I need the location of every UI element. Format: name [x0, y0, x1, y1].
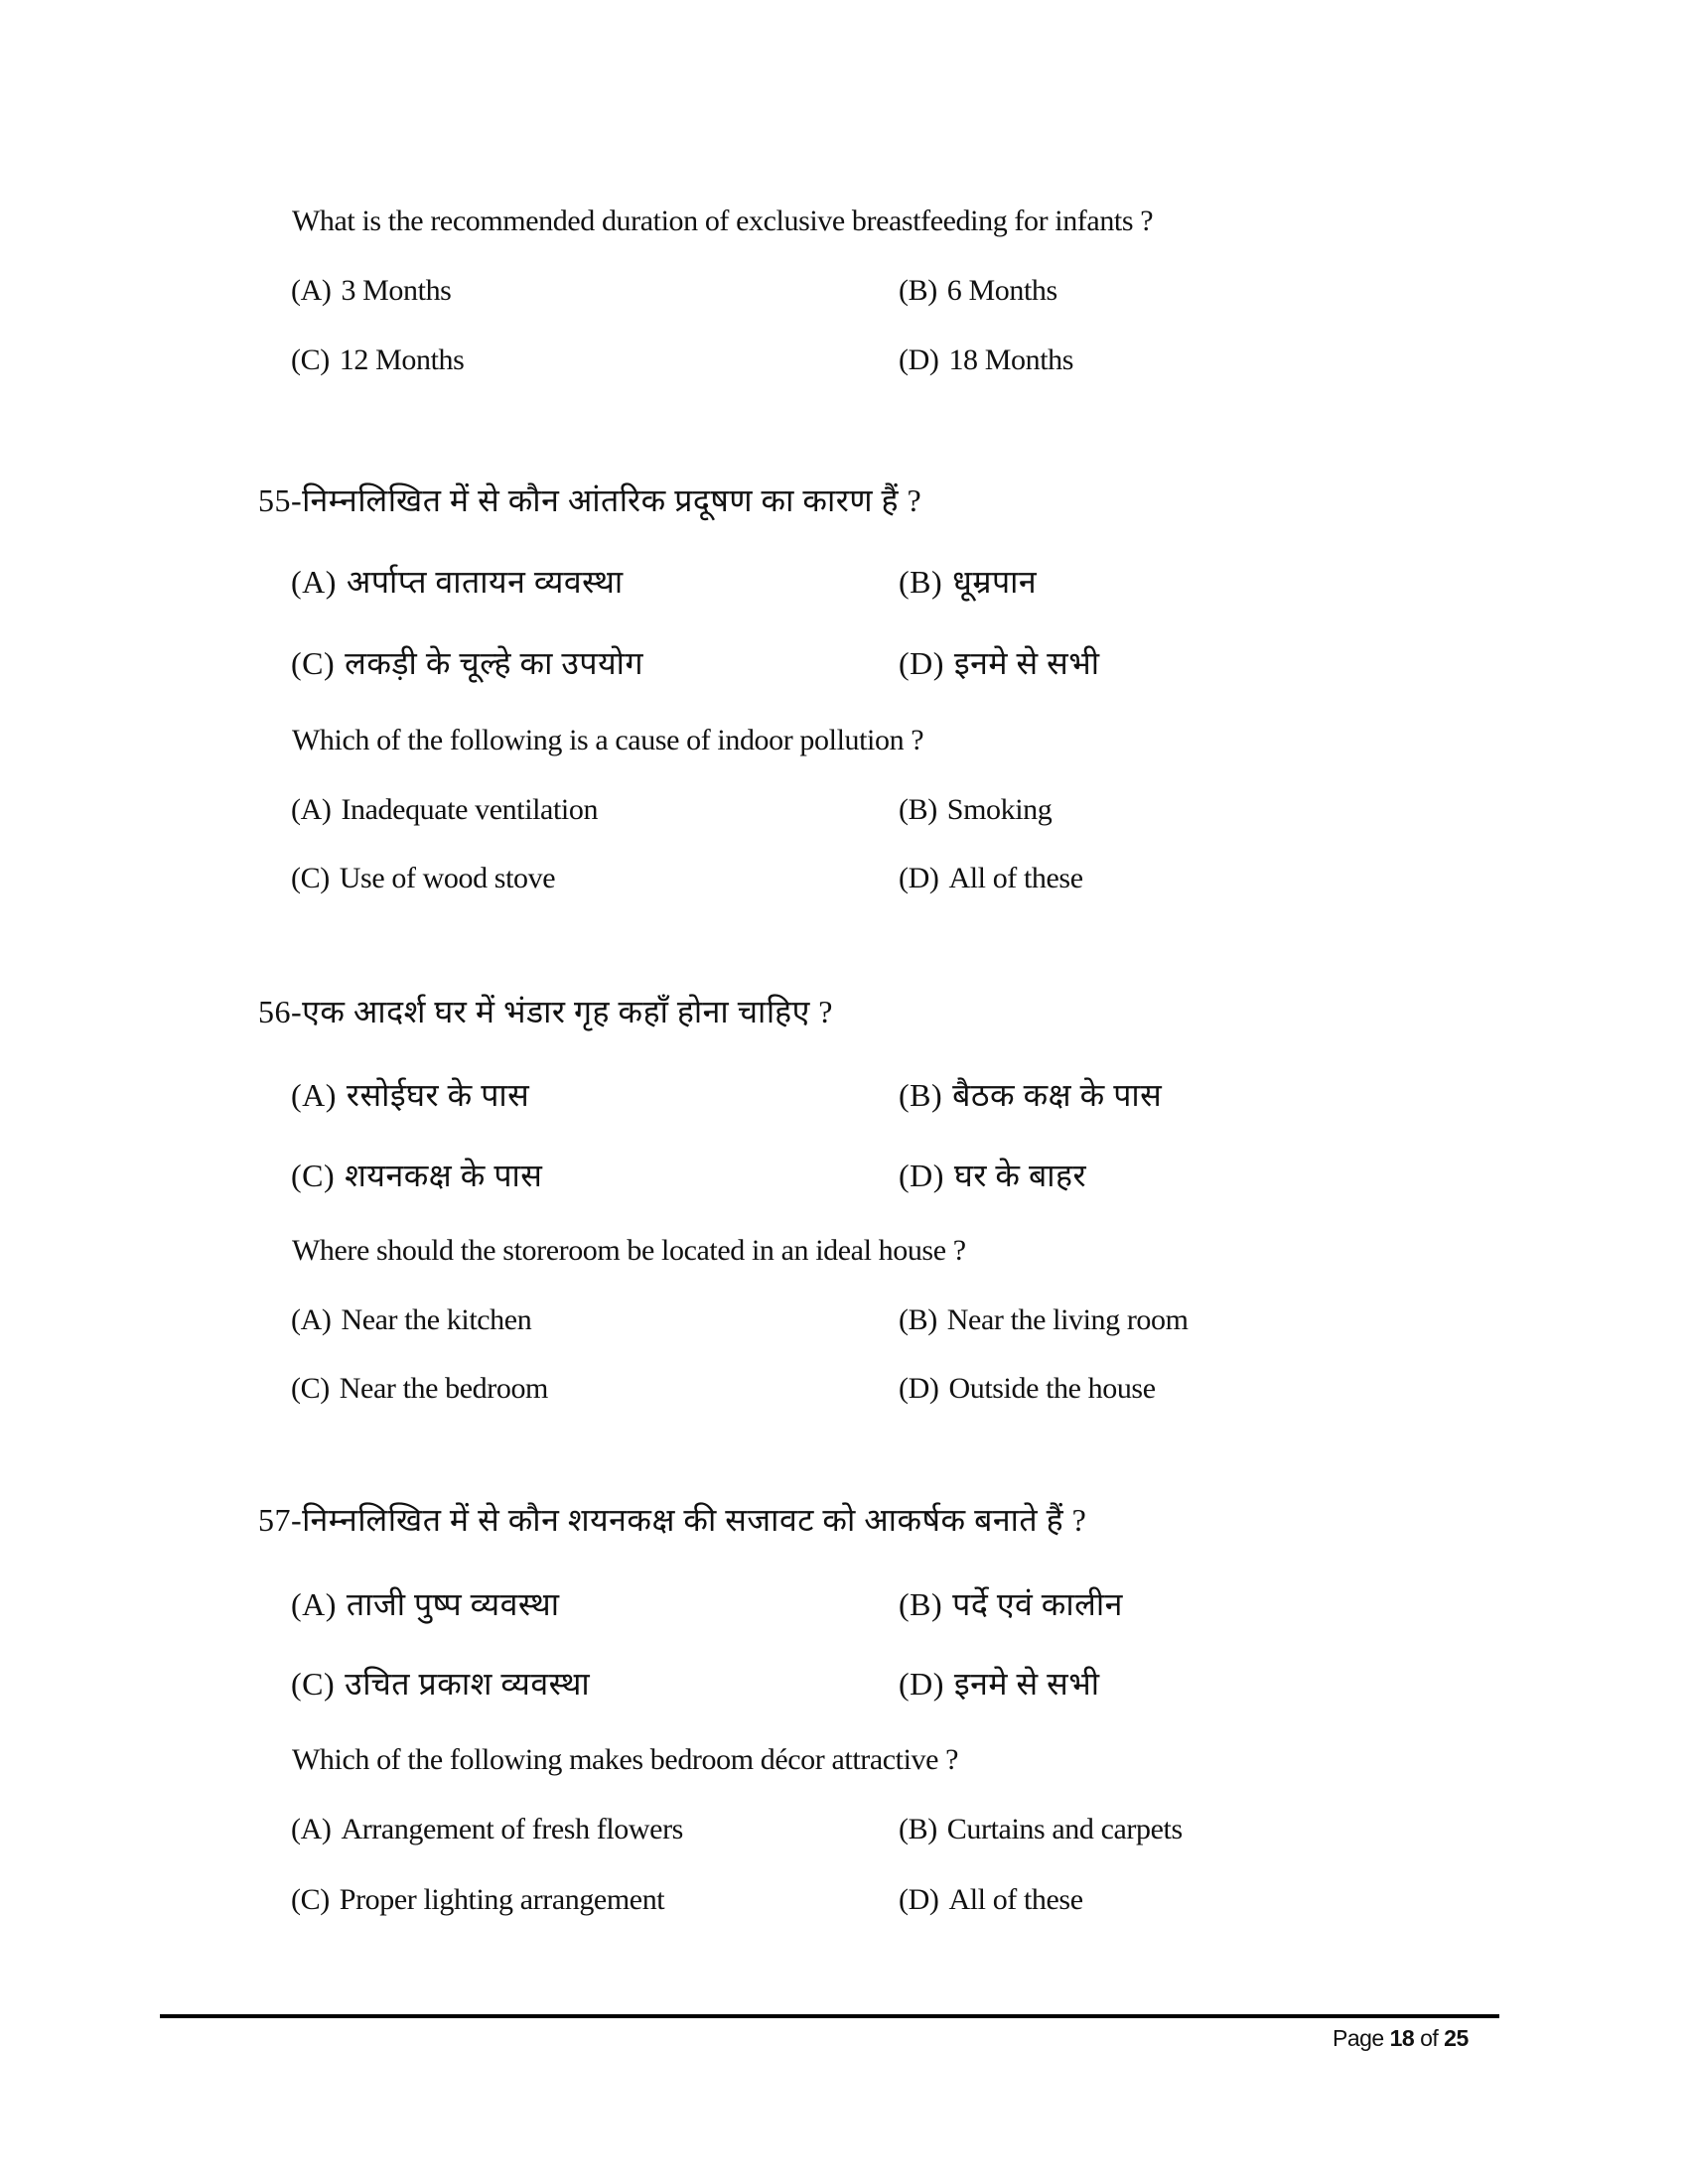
option-b-hindi — [899, 1588, 1123, 1620]
question-english: Which of the following is a cause of indoor pollution ? — [292, 724, 924, 756]
option-d-hindi — [899, 1668, 1100, 1700]
question-hindi — [258, 484, 921, 516]
option-label: (B) — [899, 1077, 943, 1113]
page-number — [1333, 2025, 1469, 2052]
question-number: 55- — [258, 482, 303, 518]
option-label: (D) — [899, 1666, 944, 1702]
option-text: Smoking — [946, 793, 1053, 826]
option-label: (A) — [291, 1303, 332, 1336]
question-number: 56- — [258, 994, 303, 1029]
option-c-hindi — [291, 1668, 590, 1700]
option-text: ताजी पुष्प व्यवस्था — [346, 1586, 560, 1622]
option-text: All of these — [948, 862, 1083, 894]
option-label: (D) — [899, 862, 939, 894]
option-a-english — [291, 1305, 531, 1335]
option-d-hindi — [899, 647, 1100, 679]
option-text: पर्दे एवं कालीन — [952, 1586, 1123, 1622]
page-prefix: Page — [1333, 2025, 1384, 2051]
option-label: (A) — [291, 564, 337, 600]
option-a-hindi — [291, 1079, 529, 1111]
option-c-english — [291, 864, 555, 893]
option-text: इनमे से सभी — [953, 1666, 1100, 1702]
option-text: Curtains and carpets — [946, 1813, 1183, 1845]
option-a-hindi — [291, 1588, 559, 1620]
option-text: Use of wood stove — [339, 862, 556, 894]
option-text: 12 Months — [339, 343, 465, 376]
option-label: (D) — [899, 645, 944, 681]
option-d-english — [899, 1885, 1083, 1915]
option-label: (A) — [291, 1813, 332, 1845]
option-d — [899, 345, 1073, 375]
option-label: (C) — [291, 862, 330, 894]
option-label: (D) — [899, 1158, 944, 1193]
option-text: बैठक कक्ष के पास — [952, 1077, 1163, 1113]
option-text: Outside the house — [948, 1372, 1156, 1405]
option-b-english — [899, 795, 1052, 825]
option-c — [291, 345, 464, 375]
option-c-hindi — [291, 647, 643, 679]
question-text: निम्नलिखित में से कौन आंतरिक प्रदूषण का कारण हैं ? — [302, 482, 922, 518]
question-text: एक आदर्श घर में भंडार गृह कहाँ होना चाहिए ? — [302, 994, 833, 1029]
option-label: (B) — [899, 564, 943, 600]
option-label: (C) — [291, 343, 330, 376]
option-d-english — [899, 864, 1083, 893]
question-number: 57- — [258, 1502, 303, 1538]
option-b-english — [899, 1305, 1189, 1335]
option-b-english — [899, 1815, 1183, 1844]
option-text: घर के बाहर — [953, 1158, 1087, 1193]
option-text: 6 Months — [946, 274, 1057, 307]
option-label: (A) — [291, 1586, 337, 1622]
option-label: (C) — [291, 1666, 336, 1702]
option-label: (B) — [899, 1813, 937, 1845]
option-label: (B) — [899, 793, 937, 826]
question-text: What is the recommended duration of exclusive breastfeeding for infants ? — [292, 205, 1154, 237]
option-label: (A) — [291, 1077, 337, 1113]
option-d-english — [899, 1374, 1156, 1404]
page-current: 18 — [1389, 2025, 1415, 2051]
option-label: (A) — [291, 793, 332, 826]
option-text: 18 Months — [948, 343, 1074, 376]
option-b-hindi — [899, 1079, 1162, 1111]
page-of: of — [1420, 2025, 1439, 2051]
option-label: (A) — [291, 274, 332, 307]
option-a-hindi — [291, 566, 624, 598]
question-hindi — [258, 1504, 1086, 1536]
option-text: Near the bedroom — [339, 1372, 548, 1405]
option-text: All of these — [948, 1883, 1083, 1916]
question-hindi — [258, 996, 833, 1027]
option-b — [899, 276, 1057, 306]
option-label: (B) — [899, 1303, 937, 1336]
question-english: Where should the storeroom be located in an ideal house ? — [292, 1234, 966, 1267]
option-text: 3 Months — [341, 274, 452, 307]
footer-divider — [160, 2014, 1499, 2018]
option-label: (C) — [291, 645, 336, 681]
option-label: (D) — [899, 343, 939, 376]
option-text: Inadequate ventilation — [341, 793, 599, 826]
question-english: Which of the following makes bedroom décor attractive ? — [292, 1743, 959, 1776]
option-a-english — [291, 795, 598, 825]
option-text: Near the kitchen — [341, 1303, 532, 1336]
option-text: इनमे से सभी — [953, 645, 1100, 681]
option-c-hindi — [291, 1160, 542, 1191]
page-total: 25 — [1444, 2025, 1469, 2051]
option-label: (C) — [291, 1372, 330, 1405]
option-label: (D) — [899, 1372, 939, 1405]
option-text: शयनकक्ष के पास — [345, 1158, 543, 1193]
option-label: (C) — [291, 1883, 330, 1916]
option-text: धूम्रपान — [952, 564, 1038, 600]
option-text: रसोईघर के पास — [346, 1077, 530, 1113]
option-text: लकड़ी के चूल्हे का उपयोग — [345, 645, 643, 681]
option-label: (B) — [899, 274, 937, 307]
option-label: (C) — [291, 1158, 336, 1193]
question-text: निम्नलिखित में से कौन शयनकक्ष की सजावट को आकर्षक बनाते हैं ? — [302, 1502, 1087, 1538]
option-a — [291, 276, 451, 306]
option-label: (B) — [899, 1586, 943, 1622]
option-a-english — [291, 1815, 683, 1844]
option-b-hindi — [899, 566, 1037, 598]
option-c-english — [291, 1885, 664, 1915]
option-text: अर्पाप्त वातायन व्यवस्था — [346, 564, 624, 600]
option-d-hindi — [899, 1160, 1086, 1191]
option-text: Near the living room — [946, 1303, 1189, 1336]
option-text: Proper lighting arrangement — [339, 1883, 665, 1916]
option-text: Arrangement of fresh flowers — [341, 1813, 683, 1845]
option-c-english — [291, 1374, 548, 1404]
option-text: उचित प्रकाश व्यवस्था — [345, 1666, 591, 1702]
option-label: (D) — [899, 1883, 939, 1916]
